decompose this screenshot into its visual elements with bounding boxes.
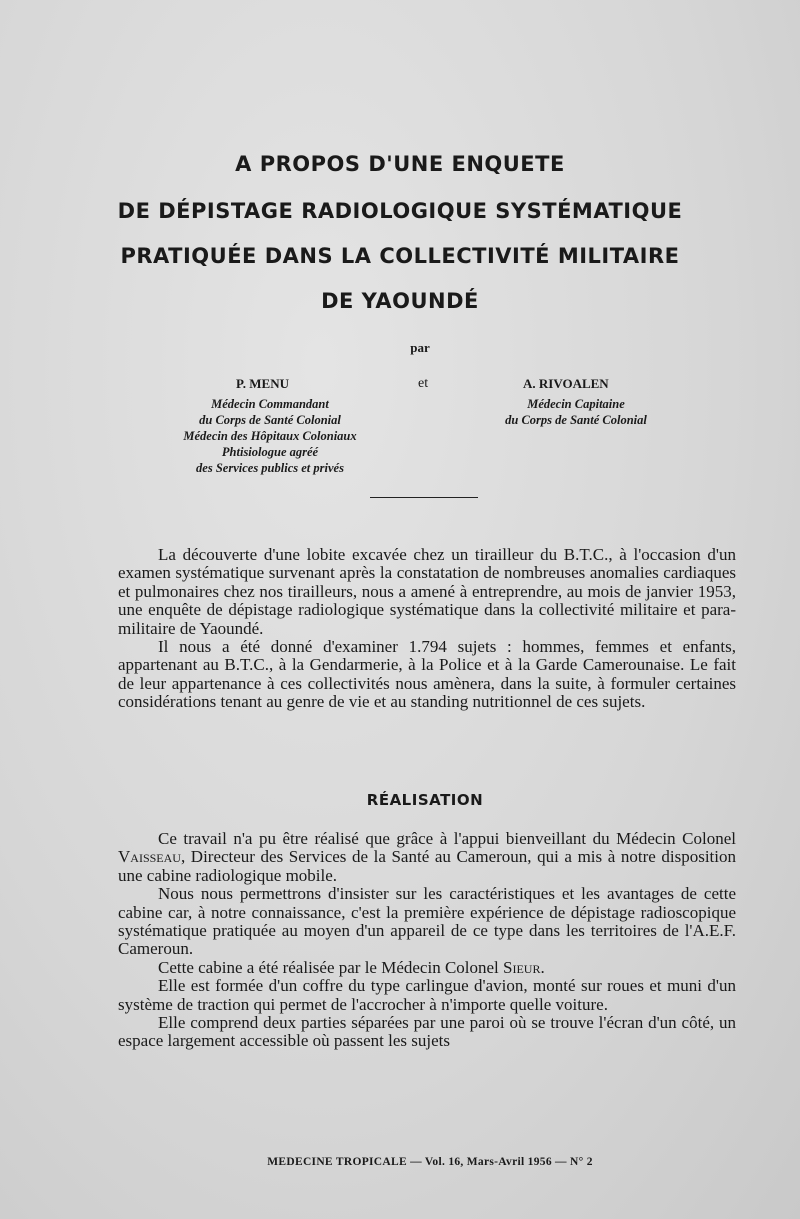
affiliation-line: Médecin Capitaine xyxy=(527,397,625,411)
author-conjunction: et xyxy=(418,376,429,391)
text-run: , Directeur des Services de la Santé au Cameroun, qui a mis à notre disposition une cabine radiologique mobile. xyxy=(118,847,736,885)
paragraph xyxy=(118,830,736,885)
paragraph xyxy=(118,959,736,977)
title-line-3: PRATIQUÉE DANS LA COLLECTIVITÉ MILITAIRE xyxy=(120,244,680,268)
affiliation-line: du Corps de Santé Colonial xyxy=(199,413,341,427)
author-1-name: P. MENU xyxy=(236,376,289,391)
section-heading: RÉALISATION xyxy=(366,791,484,809)
author-2-affiliation xyxy=(426,396,726,428)
title-line-4: DE YAOUNDÉ xyxy=(321,289,479,313)
affiliation-line: du Corps de Santé Colonial xyxy=(505,413,647,427)
affiliation-line: Phtisiologue agréé xyxy=(221,445,319,459)
person-name: Vaisseau xyxy=(118,847,181,867)
text-run: Cette cabine a été réalisée par le Médecin Colonel xyxy=(158,957,504,977)
text-run: . xyxy=(540,957,545,977)
paragraph: Il nous a été donné d'examiner 1.794 sujets : hommes, femmes et enfants, appartenant au B.T.C., à la Gendarmerie, à la Police et à la Garde Camerounaise. Le fait de leur appartenance à ces collectivités nous amènera, dans la suite, à formuler certaines considérations tenant au genre de vie et au standing nutritionnel de ces sujets. xyxy=(118,637,736,712)
affiliation-line: Médecin Commandant xyxy=(211,397,329,411)
author-2-name: A. RIVOALEN xyxy=(523,376,609,391)
text-run: Ce travail n'a pu être réalisé que grâce à l'appui bienveillant du Médecin Colonel xyxy=(158,829,736,848)
title-line-2: DE DÉPISTAGE RADIOLOGIQUE SYSTÉMATIQUE xyxy=(117,199,683,223)
paragraph: Elle comprend deux parties séparées par une paroi où se trouve l'écran d'un côté, un espace largement accessible où passent les sujets xyxy=(118,1013,736,1051)
separator-rule xyxy=(370,497,478,498)
author-1-affiliation xyxy=(120,396,420,476)
affiliation-line: Médecin des Hôpitaux Coloniaux xyxy=(183,429,357,443)
page-footer: MEDECINE TROPICALE — Vol. 16, Mars-Avril 1956 — N° 2 xyxy=(267,1156,593,1168)
section-text xyxy=(118,830,736,1051)
by-label: par xyxy=(410,340,430,355)
paragraph: Nous nous permettrons d'insister sur les caractéristiques et les avantages de cette cabine car, à notre connaissance, c'est la première expérience de dépistage radioscopique systématique pratiquée au moyen d'un appareil de ce type dans les territoires de l'A.E.F. Cameroun. xyxy=(118,884,736,959)
affiliation-line: des Services publics et privés xyxy=(196,461,344,475)
person-name: Sieur xyxy=(503,957,541,977)
intro-text xyxy=(118,546,736,712)
paragraph: Elle est formée d'un coffre du type carlingue d'avion, monté sur roues et muni d'un système de traction qui permet de l'accrocher à n'importe quelle voiture. xyxy=(118,976,736,1014)
paragraph: La découverte d'une lobite excavée chez un tirailleur du B.T.C., à l'occasion d'un examen systématique survenant après la constatation de nombreuses anomalies cardiaques et pulmonaires chez nos tirailleurs, nous a amené à entreprendre, au mois de janvier 1953, une enquête de dépistage radiologique systématique dans la collectivité militaire et para-militaire de Yaoundé. xyxy=(118,545,736,638)
title-line-1: A PROPOS D'UNE ENQUETE xyxy=(235,152,565,176)
